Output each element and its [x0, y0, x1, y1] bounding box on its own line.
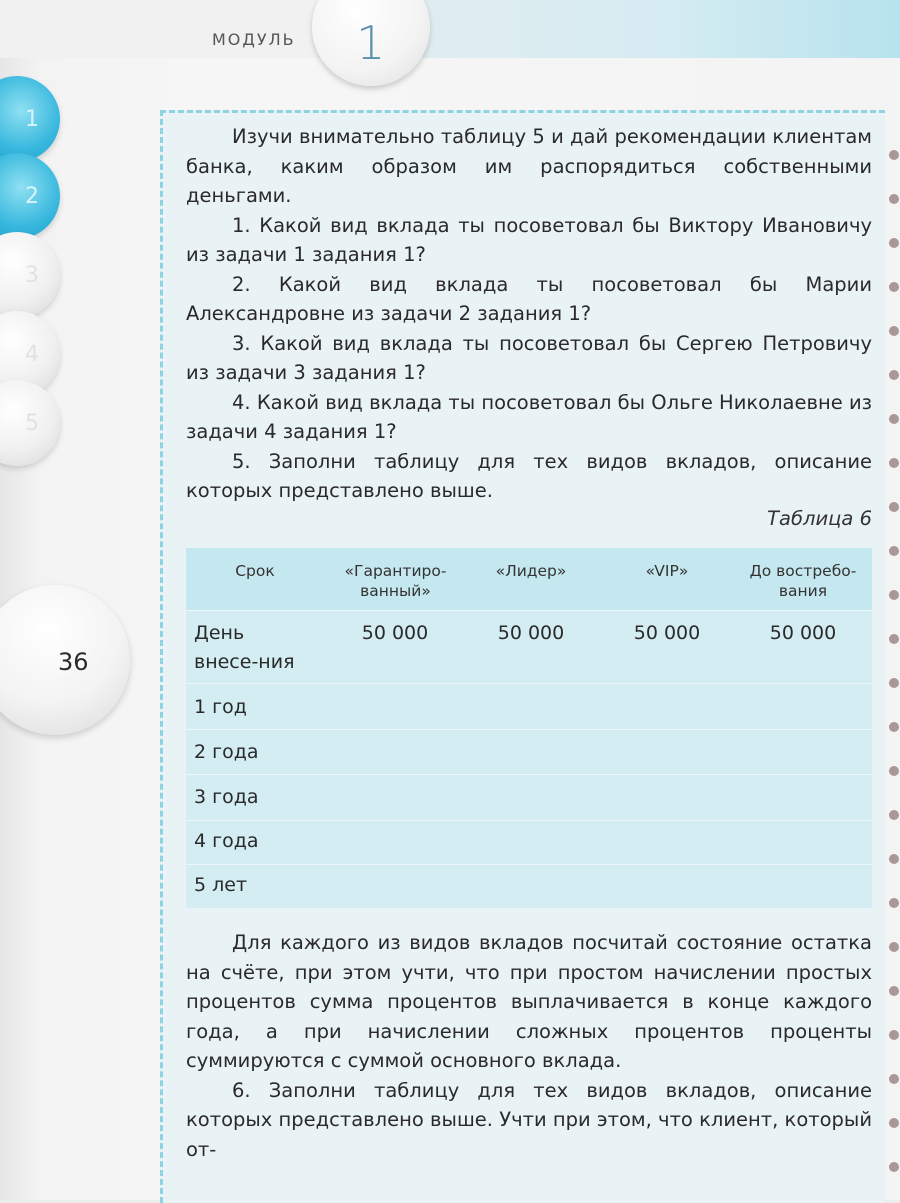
exercise-text	[186, 122, 872, 506]
question-2: 2. Какой вид вклада ты посоветовал бы Марии Александровне из задачи 2 задания 1?	[186, 272, 872, 325]
cell-guaranteed-day: 50 000	[361, 622, 429, 644]
intro-paragraph: Изучи внимательно таблицу 5 и дай рекомендации клиентам банка, каким образом им распорядиться собственными деньгами.	[186, 125, 872, 207]
binding-hole	[889, 238, 899, 248]
header-guaranteed: «Гарантиро-ванный»	[344, 562, 447, 600]
question-1: 1. Какой вид вклада ты посоветовал бы Виктору Ивановичу из задачи 1 задания 1?	[186, 213, 872, 266]
side-tab-4[interactable]: 4	[0, 311, 60, 397]
header-on-demand: До востребо-вания	[749, 562, 857, 600]
row-label-1-year: 1 год	[194, 696, 247, 718]
binding-hole	[889, 282, 899, 292]
table-divider	[186, 610, 872, 611]
header-band-left	[0, 0, 330, 58]
binding-hole	[889, 942, 899, 952]
table-divider	[186, 729, 872, 730]
binding-hole	[889, 194, 899, 204]
calculation-paragraph: Для каждого из видов вкладов посчитай состояние остатка на счёте, при этом учти, что при простом начислении простых процентов сумма процентов выплачивается в конце каждого года, а при начислении сложных процентов проценты суммируются с суммой основного вклада.	[186, 931, 872, 1072]
binding-hole	[889, 590, 899, 600]
row-label-2-years: 2 года	[194, 741, 259, 763]
binding-hole	[889, 854, 899, 864]
side-tab-3[interactable]: 3	[0, 232, 60, 318]
binding-hole	[889, 546, 899, 556]
side-tab-1[interactable]: 1	[0, 76, 60, 162]
cell-vip-day: 50 000	[633, 622, 701, 644]
row-label-3-years: 3 года	[194, 786, 259, 808]
module-number: 1	[356, 16, 386, 70]
cell-leader-day: 50 000	[497, 622, 565, 644]
binding-hole	[889, 986, 899, 996]
binding-hole	[889, 1030, 899, 1040]
binding-hole	[889, 678, 899, 688]
binding-hole	[889, 1162, 899, 1172]
question-5: 5. Заполни таблицу для тех видов вкладов, описание которых представлено выше.	[186, 449, 872, 502]
table-divider	[186, 683, 872, 684]
binding-hole	[889, 458, 899, 468]
side-tab-2[interactable]: 2	[0, 153, 60, 239]
binding-hole	[889, 898, 899, 908]
header-vip: «VIP»	[645, 562, 689, 580]
binding-hole	[889, 502, 899, 512]
binding-hole	[889, 150, 899, 160]
row-label-4-years: 4 года	[194, 830, 259, 852]
cell-on-demand-day: 50 000	[769, 622, 837, 644]
header-leader: «Лидер»	[495, 562, 567, 580]
binding-hole	[889, 414, 899, 424]
binding-hole	[889, 1074, 899, 1084]
header-term: Срок	[235, 562, 275, 580]
binding-hole	[889, 766, 899, 776]
binding-hole	[889, 326, 899, 336]
binding-hole	[889, 810, 899, 820]
after-table-text	[186, 928, 872, 1164]
module-label: МОДУЛЬ	[212, 30, 296, 49]
table-divider	[186, 774, 872, 775]
binding-holes	[885, 150, 900, 1200]
binding-hole	[889, 370, 899, 380]
table-divider	[186, 864, 872, 865]
binding-hole	[889, 634, 899, 644]
binding-hole	[889, 722, 899, 732]
side-tab-5[interactable]: 5	[0, 380, 60, 466]
row-label-5-years: 5 лет	[194, 874, 248, 896]
binding-hole	[889, 1118, 899, 1128]
table-caption: Таблица 6	[767, 507, 872, 530]
page-number: 36	[58, 648, 89, 676]
question-3: 3. Какой вид вклада ты посоветовал бы Сергею Петровичу из задачи 3 задания 1?	[186, 331, 872, 384]
table-divider	[186, 820, 872, 821]
question-4: 4. Какой вид вклада ты посоветовал бы Ольге Николаевне из задачи 4 задания 1?	[186, 390, 872, 443]
question-6: 6. Заполни таблицу для тех видов вкладов, описание которых представлено выше. Учти при этом, что клиент, который от-	[186, 1078, 872, 1161]
row-label-deposit-day: День внесе-ния	[194, 622, 295, 673]
